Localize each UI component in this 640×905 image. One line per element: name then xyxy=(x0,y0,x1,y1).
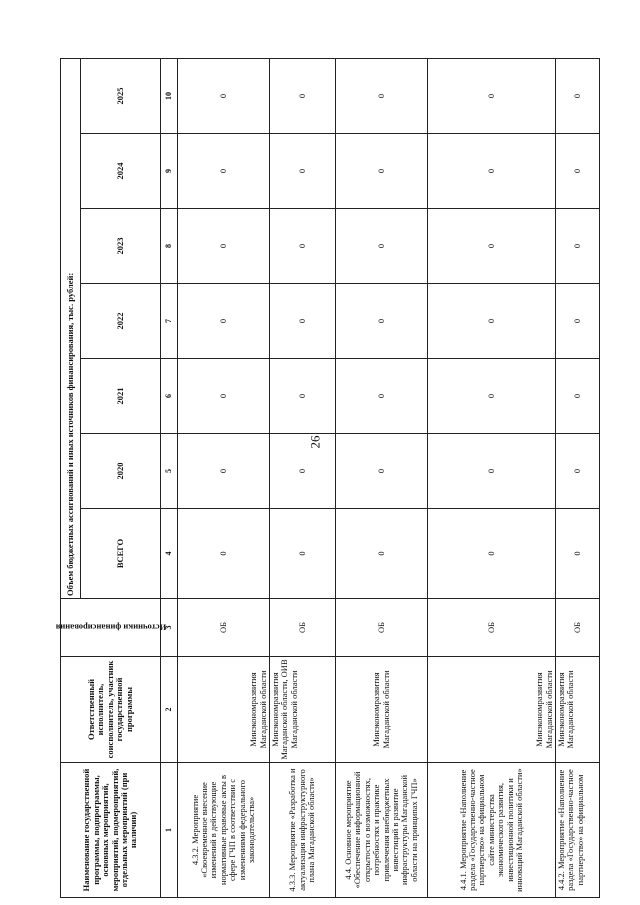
row-value-2025: 0 xyxy=(178,58,270,133)
header-year-2023: 2023 xyxy=(81,209,161,284)
colnum-5: 5 xyxy=(161,434,178,509)
row-value-2022: 0 xyxy=(270,284,336,359)
row-value-2021: 0 xyxy=(178,359,270,434)
row-value-total: 0 xyxy=(270,509,336,599)
financing-table xyxy=(55,58,600,898)
row-value-2020: 0 xyxy=(556,434,600,509)
header-source-label: Источники финансирования xyxy=(55,623,166,634)
header-year-2021: 2021 xyxy=(81,359,161,434)
row-value-2025: 0 xyxy=(336,58,428,133)
header-total: ВСЕГО xyxy=(81,509,161,599)
colnum-10: 10 xyxy=(161,58,178,133)
row-executor: Минэкономразвития Магаданской области xyxy=(428,657,556,763)
column-number-row xyxy=(161,58,178,897)
row-executor: Минэкономразвития Магаданской области xyxy=(336,657,428,763)
row-value-2024: 0 xyxy=(556,134,600,209)
row-value-2021: 0 xyxy=(556,359,600,434)
colnum-3: 3 xyxy=(161,599,178,657)
row-name: 4.4. Основное мероприятие «Обеспечение информационной открытости о возможностях, потребностях и практике привлечения внебюджетных инвестиций в развитие инфраструктуры Магаданской области на принципах ГЧП» xyxy=(336,763,428,898)
row-value-2022: 0 xyxy=(428,284,556,359)
colnum-7: 7 xyxy=(161,284,178,359)
row-source: ОБ xyxy=(428,599,556,657)
row-value-2023: 0 xyxy=(428,209,556,284)
table-row xyxy=(428,58,556,897)
row-value-2024: 0 xyxy=(270,134,336,209)
row-name: 4.3.2. Мероприятие «Своевременное внесение изменений в действующие нормативные правовые акты в сфере ГЧП в соответствии с изменениями федерального законодательства» xyxy=(178,763,270,898)
header-source xyxy=(55,599,166,657)
row-source: ОБ xyxy=(270,599,336,657)
header-year-2025: 2025 xyxy=(81,58,161,133)
row-value-2024: 0 xyxy=(428,134,556,209)
page-number: 26 xyxy=(307,435,323,449)
row-value-2020: 0 xyxy=(270,434,336,509)
row-executor: Минэкономразвития Магаданской области xyxy=(556,657,600,763)
row-value-2023: 0 xyxy=(556,209,600,284)
row-source: ОБ xyxy=(178,599,270,657)
colnum-2: 2 xyxy=(161,657,178,763)
row-value-2023: 0 xyxy=(178,209,270,284)
colnum-4: 4 xyxy=(161,509,178,599)
row-value-2023: 0 xyxy=(270,209,336,284)
header-executor: Ответственный исполнитель, соисполнитель, участник государственной программы xyxy=(61,657,161,763)
table-row xyxy=(270,58,336,897)
header-name: Наименование государственной программы, подпрограммы, основных мероприятий, мероприятий, подмероприятий, отдельных мероприятий (при наличии) xyxy=(61,763,161,898)
row-value-2025: 0 xyxy=(428,58,556,133)
row-value-2024: 0 xyxy=(178,134,270,209)
row-source: ОБ xyxy=(336,599,428,657)
colnum-1: 1 xyxy=(161,763,178,898)
row-value-2020: 0 xyxy=(178,434,270,509)
table-row xyxy=(178,58,270,897)
row-value-total: 0 xyxy=(556,509,600,599)
rotated-table-wrapper xyxy=(55,59,585,898)
colnum-9: 9 xyxy=(161,134,178,209)
row-value-total: 0 xyxy=(428,509,556,599)
row-value-2022: 0 xyxy=(178,284,270,359)
header-volume: Объем бюджетных ассигнований и иных источников финансирования, тыс. рублей: xyxy=(61,58,81,598)
row-value-2021: 0 xyxy=(336,359,428,434)
header-row-1 xyxy=(61,58,81,897)
header-year-2020: 2020 xyxy=(81,434,161,509)
row-value-2025: 0 xyxy=(556,58,600,133)
row-value-2023: 0 xyxy=(336,209,428,284)
row-value-total: 0 xyxy=(336,509,428,599)
row-value-2020: 0 xyxy=(336,434,428,509)
row-executor: Минэкономразвития Магаданской области xyxy=(178,657,270,763)
row-executor: Минэкономразвития Магаданской области, ОИВ Магаданской области xyxy=(270,657,336,763)
table-row xyxy=(336,58,428,897)
row-value-total: 0 xyxy=(178,509,270,599)
row-value-2021: 0 xyxy=(270,359,336,434)
row-value-2021: 0 xyxy=(428,359,556,434)
row-value-2020: 0 xyxy=(428,434,556,509)
colnum-8: 8 xyxy=(161,209,178,284)
row-name: 4.4.2. Мероприятие «Наполнение раздела «Государственно-частное партнерство» на официальном xyxy=(556,763,600,898)
row-value-2022: 0 xyxy=(556,284,600,359)
header-year-2024: 2024 xyxy=(81,134,161,209)
row-name: 4.3.3. Мероприятие «Разработка и актуализация инфраструктурного плана Магаданской области» xyxy=(270,763,336,898)
row-value-2024: 0 xyxy=(336,134,428,209)
colnum-6: 6 xyxy=(161,359,178,434)
header-year-2022: 2022 xyxy=(81,284,161,359)
table-row xyxy=(556,58,600,897)
row-name: 4.4.1. Мероприятие «Наполнение раздела «Государственно-частное партнерство» на официальном сайте министерства экономического развития, инвестиционной политики и инноваций Магаданской области» xyxy=(428,763,556,898)
row-value-2025: 0 xyxy=(270,58,336,133)
row-source: ОБ xyxy=(556,599,600,657)
row-value-2022: 0 xyxy=(336,284,428,359)
